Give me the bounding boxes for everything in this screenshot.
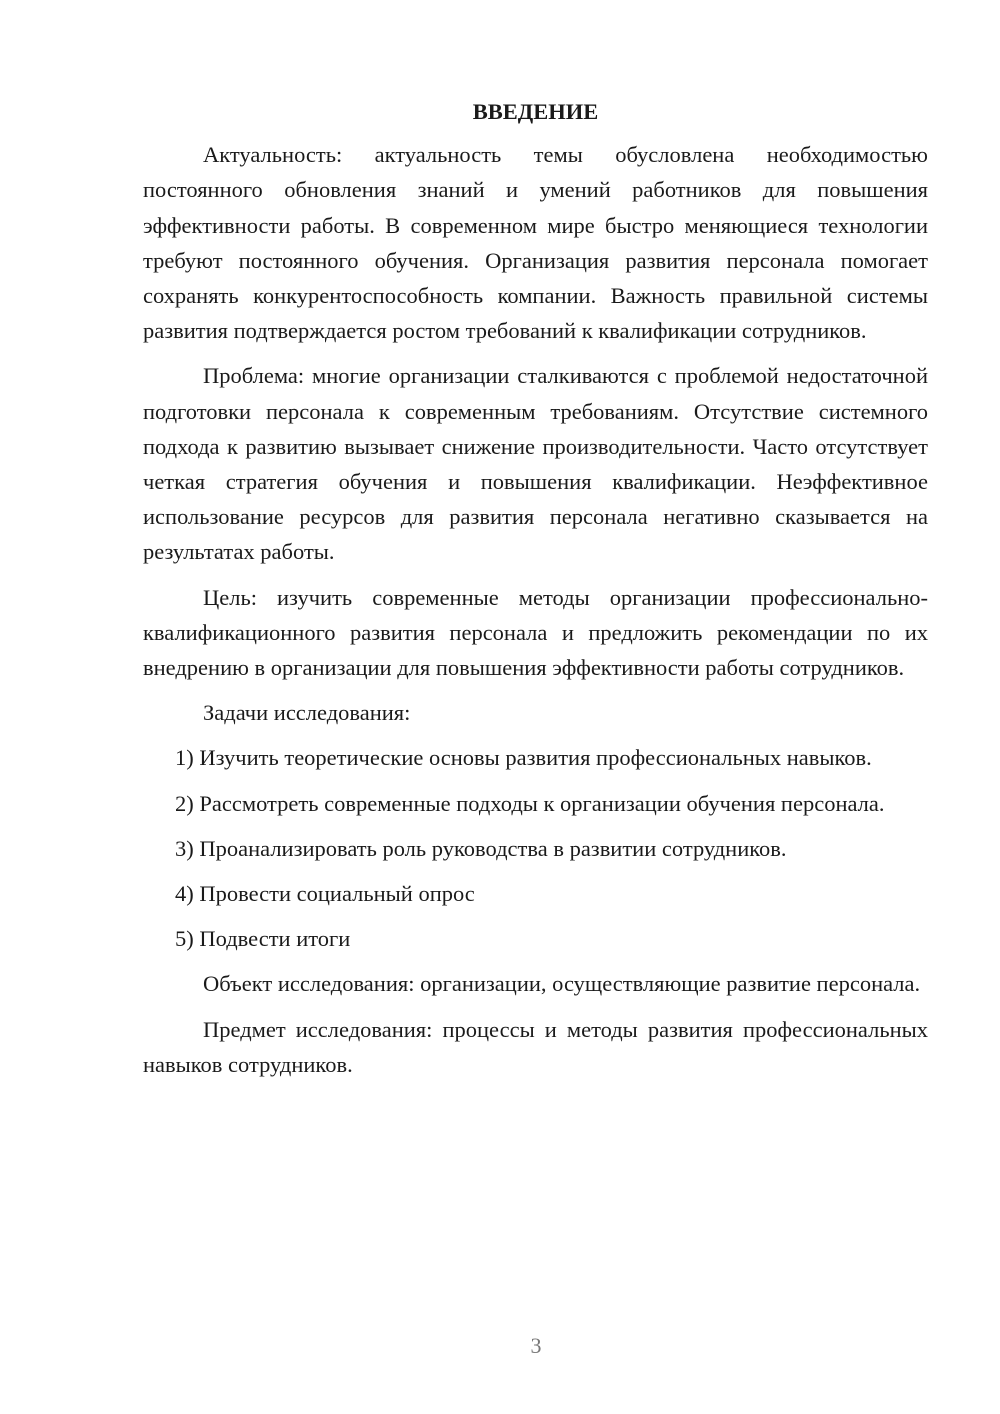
page-content [143, 94, 928, 1092]
page-number: 3 [530, 1333, 542, 1358]
task-item-4: 4) Провести социальный опрос [175, 881, 475, 907]
task-item-2: 2) Рассмотреть современные подходы к организации обучения персонала. [175, 790, 885, 816]
section-heading: ВВЕДЕНИЕ [472, 99, 599, 124]
tasks-intro: Задачи исследования: [203, 700, 411, 726]
task-item-5: 5) Подвести итоги [175, 926, 351, 952]
problem-paragraph: Проблема: многие организации сталкиваются с проблемой недостаточной подготовки персонала к современным требованиям. Отсутствие системного подхода к развитию вызывает снижение производительности. Часто отсутствует четкая стратегия обучения и повышения квалификации. Неэффективное использование ресурсов для развития персонала негативно сказывается на результатах работы. [143, 363, 928, 565]
task-item-1: 1) Изучить теоретические основы развития профессиональных навыков. [175, 745, 872, 771]
object-paragraph: Объект исследования: организации, осуществляющие развитие персонала. [203, 971, 921, 997]
task-item-3: 3) Проанализировать роль руководства в развитии сотрудников. [175, 835, 787, 861]
relevance-paragraph: Актуальность: актуальность темы обусловлена необходимостью постоянного обновления знаний и умений работников для повышения эффективности работы. В современном мире быстро меняющиеся технологии требуют постоянного обучения. Организация развития персонала помогает сохранять конкурентоспособность компании. Важность правильной системы развития подтверждается ростом требований к квалификации сотрудников. [143, 142, 928, 344]
goal-paragraph: Цель: изучить современные методы организации профессионально-квалификационного развития персонала и предложить рекомендации по их внедрению в организации для повышения эффективности работы сотрудников. [143, 584, 928, 681]
subject-paragraph: Предмет исследования: процессы и методы развития профессиональных навыков сотрудников. [143, 1016, 928, 1077]
